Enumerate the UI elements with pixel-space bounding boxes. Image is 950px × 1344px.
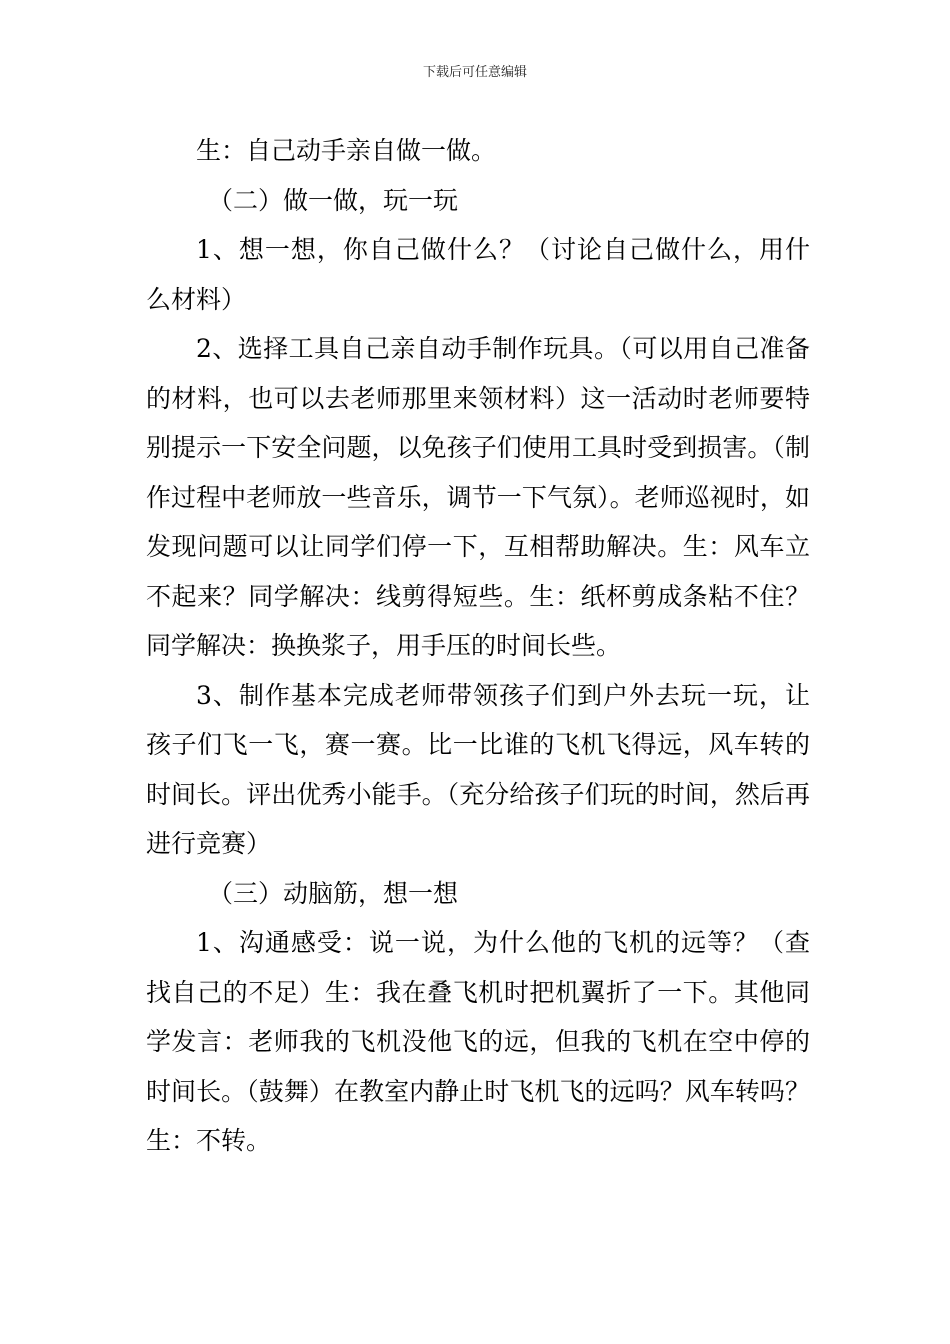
document-body	[146, 126, 810, 1166]
paragraph: 1、沟通感受：说一说，为什么他的飞机的远等？（查找自己的不足）生：我在叠飞机时把机翼折了一下。其他同学发言：老师我的飞机没他飞的远，但我的飞机在空中停的时间长。（鼓舞）在教室内静止时飞机飞的远吗？风车转吗？生：不转。	[146, 928, 810, 1155]
paragraph: 生：自己动手亲自做一做。	[196, 136, 497, 165]
page-header: 下载后可任意编辑	[422, 65, 527, 80]
paragraph: 1、想一想，你自己做什么？（讨论自己做什么，用什么材料）	[146, 235, 810, 314]
section-heading: （二）做一做，玩一玩	[208, 185, 459, 215]
paragraph: 2、选择工具自己亲自动手制作玩具。（可以用自己准备的材料，也可以去老师那里来领材料）这一活动时老师要特别提示一下安全问题，以免孩子们使用工具时受到损害。（制作过程中老师放一些音乐，调节一下气氛）。老师巡视时，如发现问题可以让同学们停一下，互相帮助解决。生：风车立不起来？同学解决：线剪得短些。生：纸杯剪成条粘不住？同学解决：换换浆子，用手压的时间长些。	[146, 334, 810, 660]
section-heading: （三）动脑筋，想一想	[208, 878, 459, 908]
paragraph: 3、制作基本完成老师带领孩子们到户外去玩一玩，让孩子们飞一飞，赛一赛。比一比谁的飞机飞得远，风车转的时间长。评出优秀小能手。（充分给孩子们玩的时间，然后再进行竞赛）	[146, 680, 810, 858]
